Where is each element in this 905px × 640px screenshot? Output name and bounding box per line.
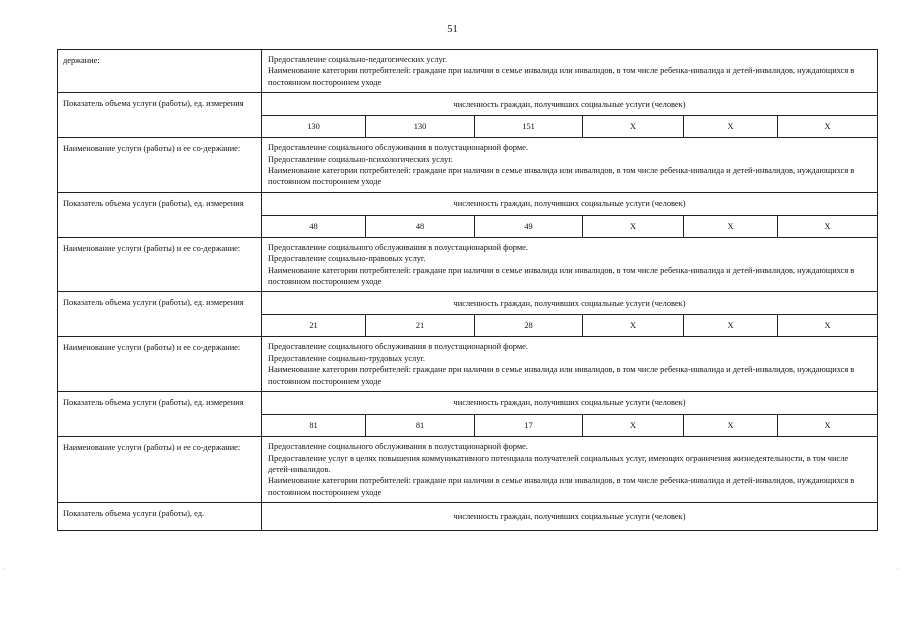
volume-value-cell: 49 (475, 215, 583, 237)
service-description-line: Предоставление социально-психологических услуг. (268, 154, 453, 164)
service-description-line: Наименование категории потребителей: граждане при наличии в семье инвалида или инвалидов, в том числе ребенка-инвалида и детей-инвалидов, нуждающихся в постоянном постороннем уходе (268, 476, 855, 497)
table-body (58, 50, 878, 531)
volume-value-cell: 81 (262, 415, 366, 437)
volume-unit-row (58, 503, 878, 531)
volume-value-cell: 48 (262, 215, 366, 237)
service-name-label: Наименование услуги (работы) и ее со-держание: (58, 138, 262, 193)
volume-value-cell: 21 (262, 315, 366, 337)
volume-value-cell: Х (778, 415, 878, 437)
volume-indicator-label: Показатель объема услуги (работы), ед. измерения (58, 93, 262, 138)
service-description (262, 437, 878, 503)
scan-margin-mark-left: . (4, 565, 6, 571)
volume-value-cell: 130 (366, 116, 475, 138)
volume-value-cell: Х (778, 116, 878, 138)
volume-value-cell: Х (684, 315, 778, 337)
service-description-line: Предоставление социально-педагогических услуг. (268, 55, 448, 64)
service-description (262, 337, 878, 392)
volume-unit-row (58, 192, 878, 215)
volume-value-cell: Х (778, 315, 878, 337)
volume-value-cell: Х (583, 116, 684, 138)
service-description-row (58, 437, 878, 503)
service-name-label: Наименование услуги (работы) и ее со-держание: (58, 337, 262, 392)
service-name-label: держание: (58, 50, 262, 93)
volume-value-cell: Х (778, 215, 878, 237)
volume-unit: численность граждан, получивших социальные услуги (человек) (262, 503, 878, 531)
service-description-line: Предоставление социального обслуживания в полустационарной форме. (268, 442, 528, 452)
volume-value-cell: Х (684, 116, 778, 138)
volume-value-cell: Х (583, 415, 684, 437)
service-description-line: Предоставление социального обслуживания в полустационарной форме. (268, 143, 528, 153)
volume-unit: численность граждан, получивших социальные услуги (человек) (262, 192, 878, 215)
service-description (262, 138, 878, 193)
page-number: 51 (447, 24, 458, 35)
volume-unit-row (58, 292, 878, 315)
volume-value-cell: Х (684, 215, 778, 237)
service-description-line: Предоставление социально-правовых услуг. (268, 254, 426, 264)
volume-unit-row (58, 392, 878, 415)
volume-indicator-label: Показатель объема услуги (работы), ед. измерения (58, 392, 262, 437)
volume-value-cell: 28 (475, 315, 583, 337)
service-description-row (58, 50, 878, 93)
service-description-row (58, 138, 878, 193)
service-description-row (58, 237, 878, 292)
service-description (262, 237, 878, 292)
volume-unit: численность граждан, получивших социальные услуги (человек) (262, 292, 878, 315)
volume-value-cell: Х (583, 315, 684, 337)
volume-value-cell: Х (684, 415, 778, 437)
service-description-line: Наименование категории потребителей: граждане при наличии в семье инвалида или инвалидов, в том числе ребенка-инвалида и детей-инвалидов, нуждающихся в постоянном постороннем уходе (268, 166, 855, 187)
service-name-label: Наименование услуги (работы) и ее со-держание: (58, 437, 262, 503)
volume-value-cell: 21 (366, 315, 475, 337)
service-description-line: Предоставление социально-трудовых услуг. (268, 353, 425, 363)
volume-value-cell: Х (583, 215, 684, 237)
service-description-line: Наименование категории потребителей: граждане при наличии в семье инвалида или инвалидов, в том числе ребенка-инвалида и детей-инвалидов, нуждающихся в постоянном постороннем уходе (268, 265, 855, 287)
volume-value-cell: 48 (366, 215, 475, 237)
service-description-line: Наименование категории потребителей: граждане при наличии в семье инвалида или инвалидов, в том числе ребенка-инвалида и детей-инвалидов, нуждающихся в постоянном постороннем уходе (268, 66, 855, 87)
volume-value-cell: 17 (475, 415, 583, 437)
volume-unit: численность граждан, получивших социальные услуги (человек) (262, 392, 878, 415)
service-description-line: Наименование категории потребителей: граждане при наличии в семье инвалида или инвалидов, в том числе ребенка-инвалида и детей-инвалидов, нуждающихся в постоянном постороннем уходе (268, 365, 855, 386)
volume-indicator-label: Показатель объема услуги (работы), ед. (58, 503, 262, 531)
volume-value-cell: 81 (366, 415, 475, 437)
scan-margin-mark-right: . (897, 565, 899, 571)
service-description-line: Предоставление социального обслуживания в полустационарной форме. (268, 242, 528, 252)
service-description-line: Предоставление социального обслуживания в полустационарной форме. (268, 342, 528, 352)
volume-unit-row (58, 93, 878, 116)
service-description-line: Предоставление услуг в целях повышения коммуникативного потенциала получателей социальных услуг, имеющих ограничения жизнедеятельности, в том числе детей-инвалидов. (268, 453, 849, 474)
service-description-row (58, 337, 878, 392)
service-table (57, 49, 878, 531)
volume-unit: численность граждан, получивших социальные услуги (человек) (262, 93, 878, 116)
volume-indicator-label: Показатель объема услуги (работы), ед. измерения (58, 192, 262, 237)
volume-indicator-label: Показатель объема услуги (работы), ед. измерения (58, 292, 262, 337)
volume-value-cell: 151 (475, 116, 583, 138)
volume-value-cell: 130 (262, 116, 366, 138)
service-name-label: Наименование услуги (работы) и ее со-держание: (58, 237, 262, 292)
service-description (262, 50, 878, 93)
